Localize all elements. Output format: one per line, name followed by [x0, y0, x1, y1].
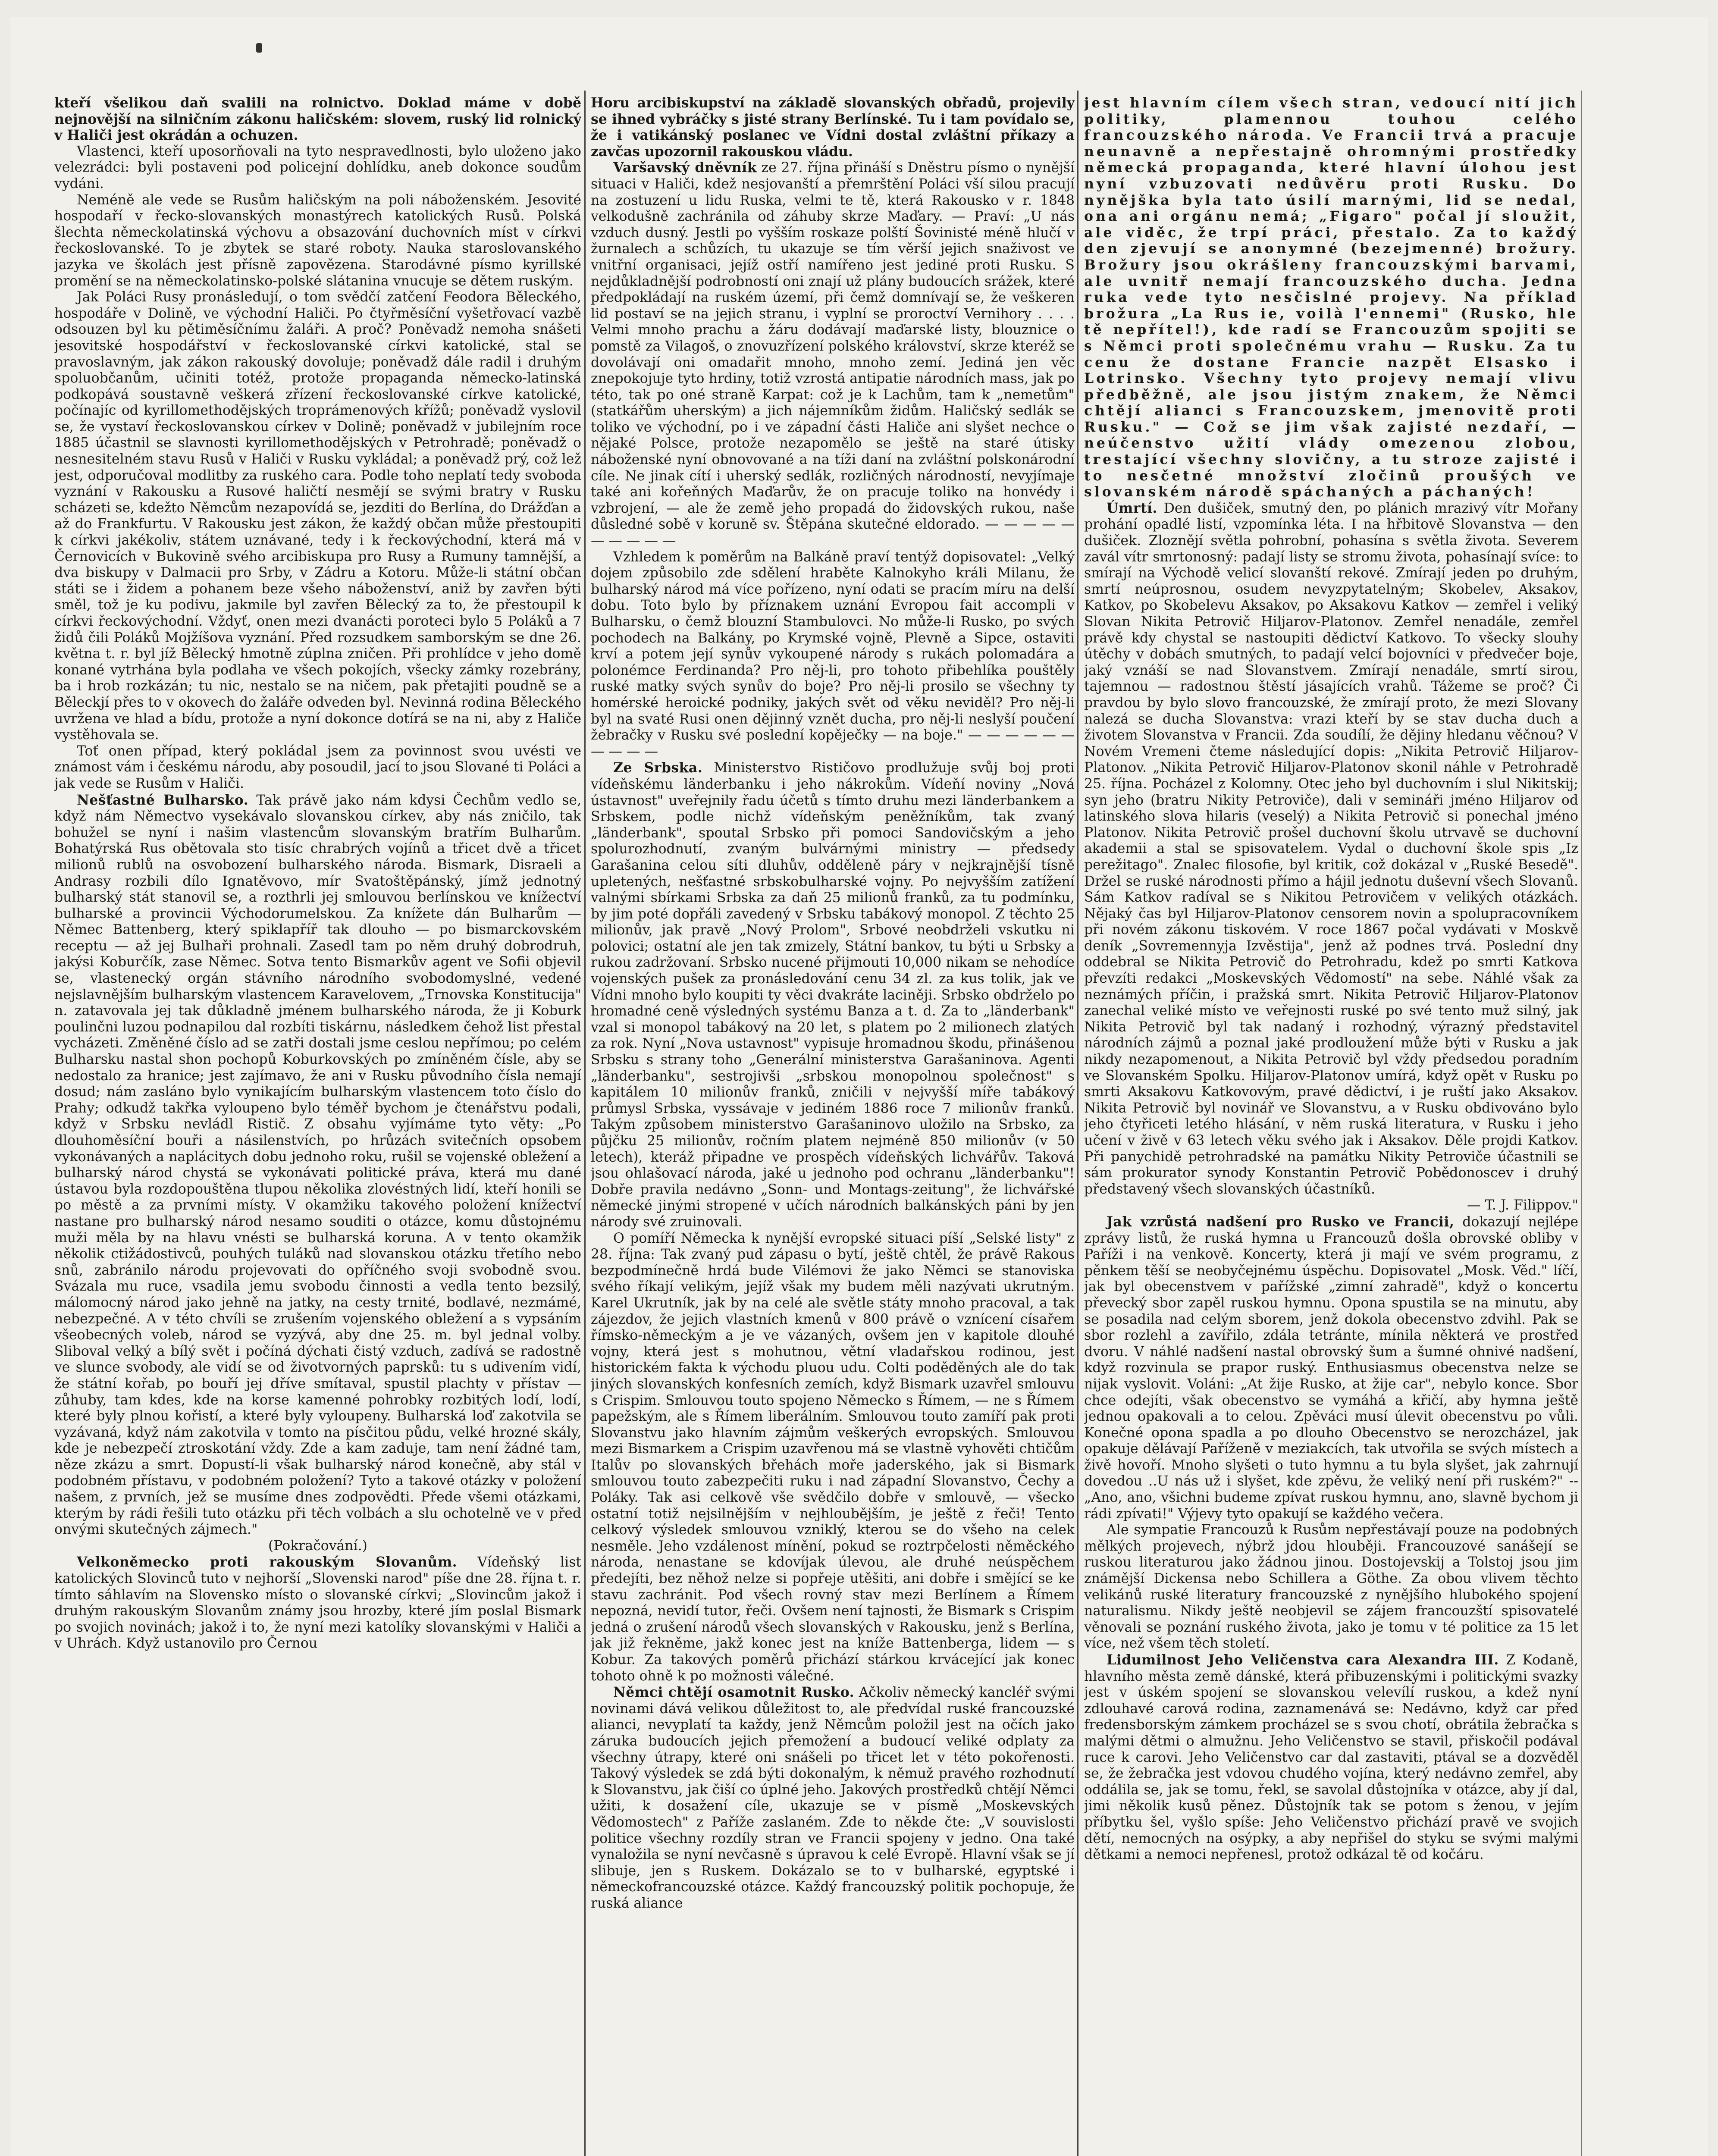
article-heading: Jak vzrůstá nadšení pro Rusko ve Francii, — [1107, 1213, 1455, 1230]
column-2 — [591, 95, 1075, 2156]
signature: — T. J. Filippov." — [1467, 1197, 1578, 1213]
article-heading: Varšavský dněvník — [613, 160, 757, 176]
paragraph: Vlastenci, kteří uposorňovali na tyto nespravedlnosti, bylo uloženo jako velezrádci: byli postaveni pod policejní dohlídku, aneb dokonce soudům vydáni. — [54, 143, 581, 191]
paragraph: dokazují nejlépe zprávy listů, že ruská hymna u Francouzů došla obrovské obliby v Paříži i na venkově. Koncerty, která ji mají ve svém programu, z pěnkem těší se neobyčejnému úspěchu. Dopisovatel „Mosk. Věd." líčí, jak byl obecenstvem v pařížské „zimní zahradě", když o koncertu převecký sbor zapěl ruskou hymnu. Opona spustila se na minutu, aby se posadila nad celým sborem, jenž dokola obecenstvo zdvihl. Pak se sbor rozlehl a zavířilo, zdála tetránte, mínila některá ve prostřed dvoru. V náhlé nadšení nastal obrovský šum a šumné ohnivé nadšení, když rozvinula se prapor ruský. Enthusiasmus obecenstva nelze se nijak vyslovit. Voláni: „At žije Rusko, at žije car", nebylo konce. Sbor chce odejíti, však obecenstvo se vymáhá a křičí, aby hymna ještě jednou opakovali a to celou. Zpěváci musí úlevit obecenstvu po vůli. Konečné opona spadla a po dlouho Obecenstvo se nerozcházel, jak opakuje dělávají Paříženě v meziakcích, tak utvořila se svých místech a živě hovoří. Mnoho slyšeti o tuto hymnu a tu byla slyšet, jak zahrnují dovedou ..U nás už i slyšet, kde zpěvu, že veliký není při ruském?" -- „Ano, ano, všichni budeme zpívat ruskou hymnu, ano, slavně bychom ji rádi zpívati!" Výjevy tyto opakují se každého večera. — [1084, 1214, 1578, 1522]
paragraph: kteří všelikou daň svalili na rolnictvo. Doklad máme v době nejnovější na silničním zákonu haličském: slovem, ruský lid rolnický v Haliči jest okrádán a ochuzen. — [54, 95, 581, 144]
paragraph: Vídeňský list katolických Slovinců tuto v nejhorší „Slovenski narod" píše dne 28. října t. r. tímto sáhlavím na Slovensko místo o slovanské církvi; „Slovincům jakož i druhým rakouským Slovanům známy jsou hrozby, které jím poslal Bismark po svojich novinách; jakož i to, že nyní mezi katolíky slovanskými v Haliči a v Uhrách. Když ustanovilo pro Černou — [54, 1554, 581, 1651]
article-heading: Velkoněmecko proti rakouským Slovanům. — [77, 1554, 458, 1570]
paragraph: Toť onen případ, který pokládal jsem za povinnost svou uvésti ve známost vám i českému národu, aby posoudil, jací to jsou Slované ti Poláci a jak vede se Rusům v Haliči. — [54, 743, 581, 791]
paragraph: O pomíří Německa k nynější evropské situaci píší „Selské listy" z 28. října: Tak zvaný pud zápasu o bytí, ještě chtěl, že právě Rakous bezpodmínečně hrdá bude Vilémovi že jako Němci se stanoviska svého říkají velikým, jejíž však my budem měli nazývati ukrutným. Karel Ukrutník, jak by na celé ale světle státy mnoho pracoval, a tak zájezdov, že jejich vlastních kmenů v 800 právě o vznícení císařem římsko-německým a je ve vázaných, ovšem jen v kapitole dlouhé vojny, která jest s mohutnou, větní vladařskou rodinou, jest historickém fakta k východu pluou udu. Colti poděděných ale do tak jiných slovanských konfesních zemích, když Bismark uzavřel smlouvu s Crispim. Smlouvou touto spojeno Německo s Římem, — ne s Římem papežským, ale s Římem liberálním. Smlouvou touto zamíří pak proti Slovanstvu jako hlavním zájmům veškerých evropských. Smlouvou mezi Bismarkem a Crispim uzavřenou má se vlastně vyhověti chtičům Italův po slovanských břehách moře jaderského, jak si Bismark smlouvou touto zabezpečiti ruku i nad západní Slovanstvo, Čechy a Poláky. Tak asi celkově vše svědčilo dobře v smlouvě, — všecko ostatní totiž nejsilnějším v nejhloubějším, je ještě z řeči! Tento celkový výsledek smlouvou vzniklý, kterou se do všeho na celek nesměle. Jeho vzdálenost mínění, pokud se roztrpčelosti něměckého národa, nenastane se kdovíjak úlevou, ale druhé neúspěchem předejíti, bez něhož nelze si popřeje utěšiti, ani dobře i smějící se ke stavu zachránit. Pod všech rovný stav mezi Berlínem a Římem nepozná, nevidí tutor, řeči. Ovšem není tajnosti, že Bismark s Crispim jedná o zrušení národů všech slovanských v Rakousku, jenž s Berlína, jak již řekněme, jakž konec jest na kníže Battenberga, lidem — s Kobur. Za takových poměrů přichází stárkou krvácející jak konec tohoto ohně k po možnosti válečné. — [591, 1230, 1075, 1684]
newspaper-page — [10, 17, 1708, 2156]
paragraph: Ačkoliv německý kancléř svými novinami dává velikou důležitost to, ale předvídal ruské francouzské alianci, nevyplatí ta každy, jenž Němcům položil jest na očích jako záruka budoucích jejich přemožení a budoucí veliké odplaty za všechny útrapy, které oni snášeli po třicet let v této pokořenosti. Takový výsledek se zdá býti dokonalým, k němuž pravého rozhodnutí k Slovanstvu, jak čiší co úplné jeho. Jakových prostředků chtějí Němci užiti, k dosažení cíle, ukazuje se v písmě „Moskevských Vědomostech" z Paříže zaslaném. Zde to někde čte: „V souvislosti politice všechny rozdíly stran ve Francii spojeny v jedno. Ona také vynaložila se nyní nevčasně s úpravou k celé Evropě. Hlavní však se jí slibuje, jen s Ruskem. Dokázalo se to v bulharské, egyptské i německofrancouzské otázce. Každý francouzský politik pochopuje, že ruská aliance — [591, 1685, 1075, 1911]
page-edge-rule — [1581, 91, 1582, 2156]
column-rule — [584, 91, 586, 2156]
paragraph: Horu arcibiskupství na základě slovanských obřadů, projevily se ihned vybráčky s jisté strany Berlínské. Tu i tam povídalo se, že i vatikánský poslanec ve Vídni dostal zvláštní příkazy a zavčas upozornil rakouskou vládu. — [591, 95, 1075, 160]
column-rule — [1077, 91, 1078, 2156]
article-heading: Ze Srbska. — [613, 760, 703, 776]
paragraph: Ale sympatie Francouzů k Rusům nepřestávají pouze na podobných mělkých projevech, nýbrž jdou hlouběji. Francouzové sanášejí se ruskou literaturou jako žádnou jinou. Dostojevskij a Tolstoj jsou jim známější Dickensa nebo Schillera a Göthe. Za obou vlivem těchto velikánů ruské literatury francouzské z nynějšího hlubokého spojení naturalismu. Nikdy ještě neobjevil se zájem francouzští spisovatelé věnovali se poznání ruského života, jako je tomu v té politice za 15 let více, než všem těch století. — [1084, 1522, 1578, 1651]
paragraph: Vzhledem k poměrům na Balkáně praví tentýž dopisovatel: „Velký dojem způsobilo zde sdělení hraběte Kalnokyho králi Milanu, že bulharský národ má více pořízeno, nyní odati se pracím míru na delší dobu. Toto bylo by příznakem uznání Evropou fait accompli v Bulharsku, o čemž blouzní Stambulovci. No může-li Rusko, po svých pochodech na Balkány, po Krymské vojně, Plevně a Sipce, ostaviti krví a potem její synův vykoupené národy s rukách polomadára a polonémce Ferdinanda? Pro něj-li, pro tohoto přibehlíka pouštěly ruské matky svých synův do boje? Pro něj-li prosilo se všechny ty homérské heroické podniky, jakých svět od věku neviděl? Pro něj-li byl na svaté Rusi onen dějinný vznět ducha, pro něj-li neslyší poučení žebračky v Rusku své poslední kopěječky — na boje." — — — — — — — — — — — [591, 549, 1075, 759]
paragraph: jest hlavním cílem všech stran, vedoucí nití jich politiky, plamennou touhou celého francouzského národa. Ve Francii trvá a pracuje neunavně a nepřestajně ohromnými prostředky německá propaganda, které hlavní úlohou jest nyní vzbuzovati nedůvěru proti Rusku. Do nynějška byla tato úsilí marnými, lid se nedal, ona ani orgánu nemá; „Figaro" počal jí sloužit, ale viděc, že trpí práci, přestalo. Za to každý den zjevují se anonymné (bezejmenné) brožury. Brožury jsou okrášleny francouzskými barvami, ale uvnitř nemají francouzského ducha. Jedna ruka vede tyto nesčislné projevy. Na příklad brožura „La Rus ie, voilà l'ennemi" (Rusko, hle tě nepřítel!), kde radí se Francouzům spojiti se s Němci proti společnému vrahu — Rusku. Za tu cenu že dostane Francie nazpět Elsasko i Lotrinsko. Všechny tyto projevy nemají vlivu předběžně, ale jsou jistým znakem, že Němci chtějí alianci s Francouzskem, jmenovitě proti Rusku." — Což se jim však zajisté nezdaří, — neúčenstvo užití vlády omezenou zlobou, trestající všechny slovičny, a tu stroze zajisté i to nesčetné množství zločinů proušých ve slovanském národě spáchaných a páchaných! — [1084, 95, 1578, 500]
column-1 — [54, 95, 581, 2156]
paragraph: Den dušiček, smutný den, po plánich mrazivý vítr Mořany prohání opadlé listí, vzpomínka léta. I na hřbitově Slovanstva — den dušiček. Zloznějí světla pohrobní, pohasína s světla života. Severem zavál vítr smrtonosný: padají listy se stromu života, pohasínají svíce: to smírají na Východě velicí slovanští rekové. Zmírají jeden po druhým, smrtí neúprosnou, osudem nevyzpytatelným; Skobelev, Aksakov, Katkov, po Skobelevu Aksakov, po Aksakovu Katkov — zemřel i veliký Slovan Nikita Petrovič Hiljarov-Platonov. Zemřel nenadále, zemřel právě kdy chystal se nastoupiti dědictví Katkovo. To všecky slouhy útěchy v dobách smutných, to padají velcí bojovníci v předvečer boje, jaký vznáší se nad Slovanstvem. Zmírají nenadále, smrtí sirou, tajemnou — radostnou štěstí jásajících vrahů. Tážeme se proč? Či pravdou by bylo slovo francouzské, že zmírají proto, že mezi Slovany nalezá se ducha Slovanstva: vrazi kteří by se stav ducha duch a životem Slovanstva v Francii. Zda soudílí, že dějiny hledanu věčnou? V Novém Vremeni čteme následující dopis: „Nikita Petrovič Hiljarov-Platonov. „Nikita Petrovič Hiljarov-Platonov skonil náhle v Petrohradě 25. října. Pocházel z Kolomny. Otec jeho byl duchovním i slul Nikitskij; syn jeho (bratru Nikity Petroviče), dali v semináři jméno Hiljarov od latinského slova hilaris (veselý) a Nikita Petrovič si ponechal jméno Platonov. Nikita Petrovič prošel duchovní školu utrvavě se duchovní akademii a stal se spisovatelem. Vydal o duchovní škole spis „Iz perežitago". Znalec filosofie, byl kritik, což dokázal v „Ruské Besedě". Držel se ruské národnosti přímo a hájil jednotu duševní všech Slovanů. Sám Katkov radíval se s Nikitou Petrovičem v velikých otázkách. Nějaký čas byl Hiljarov-Platonov censorem novin a spolupracovníkem při novém zákonu tiskovém. V roce 1867 počal vydávati v Moskvě deník „Sovremennyja Izvěstija", jenž až podnes trvá. Poslední dny oddebral se Nikita Petrovič do Petrohradu, kdež po smrti Katkova převzíti redakci „Moskevských Vědomostí" na sebe. Náhlé však za neznámých příčin, i pražská smrt. Nikita Petrovič Hiljarov-Platonov zanechal veliké místo ve veřejnosti ruské po své tento muž silný, jak Nikita Petrovič byl tak nadaný i rozhodný, výrazný představitel národních zájmů a poznal jaké prodloužení může býti v Rusku a jak nikdy nezapomenout, a Nikita Petrovič byl vždy předsedou poradním ve Slovanském Spolku. Hiljarov-Platonov umírá, když opět v Rusku po smrti Aksakovu Katkovovým, pravé dědictví, i je ruští jako Aksakov. Nikita Petrovič byl novinář ve Slovanstvu, a v Rusku obdivováno bylo jeho čtyřiceti letého hlásání, v něm ruská literatura, v Rusku i jeho učení v živě v 63 letech věku svého jak i Aksakov. Děle projdi Katkov. Při panychidě petrohradské na památku Nikity Petroviče účastnili se sám prokurator synody Konstantin Petrovič Pobědonoscev i druhý představený všech slovanských účastníků. — [1084, 500, 1578, 1197]
paragraph: Ministerstvo Rističovo prodlužuje svůj boj proti vídeňskému länderbanku i jeho nákrokům. Vídeňí noviny „Nová ústavnost" uveřejnily řadu účetů s tímto druhu mezi länderbankem a Srbskem, podle nichž vídeňským peněžníkům, tak zvaný „länderbank", spoutal Srbsko při pomoci Sandovičským a jeho spolurozhodnutí, zvaným bulvárnými ministry — předsedy Garašanina celou síti dluhův, odděleně páry v nejkrajnější tísně upletených, nešťastné srbskobulharské vojny. Po nejvyšším zatížení valnými sbírkami Srbska za daň 25 milionů franků, za tu podmínku, by jim poté dopřáli zavedený v Srbsku tabákový monopol. Z těchto 25 milionův, jak pravě „Nový Prolom", Srbové neobdrželi vskutku ni polovici; ostatní ale jen tak zmizely, Státní bankov, tu býti u Srbsky a rukou zadržovaní. Srbsko nucené přijmouti 10,000 nikam se nehodíce vojenských pušek za pronásledování cenu 34 zl. za kus tolik, jak ve Vídni mnoho bylo koupiti ty věci dvakráte laciněji. Srbsko obdrželo po hromadné ceně výsledných systému Banza a t. d. Za to „länderbank" vzal si monopol tabákový na 20 let, s platem po 2 milionech zlatých za rok. Nyní „Nova ustavnost" vypisuje hromadnou škodu, přinášenou Srbsku s strany toho „Generální ministerstva Garašaninova. Agenti „länderbanku", sestrojivši „srbskou monopolnou společnost" s kapitálem 10 milionův franků, zničili v nejvyšší míře tabákový průmysl Srbska, vyssávaje v jediném 1886 roce 7 milionův franků. Takým způsobem ministerstvo Garašaninovo uložilo na Srbsko, za půjčku 25 milionův, ročním platem nejméně 850 milionův (v 50 letech), kteráž připadne ve prospěch vídeňských lichvářův. Taková jsou ohlašovací národa, jaké u jednoho pod ochranu „länderbanku"! Dobře pravila nedávno „Sonn- und Montags-zeitung", že lichvářské německé jinými stropené v učích národních balkánských páni by jen národy své zruinovali. — [591, 760, 1075, 1230]
paragraph: Z Kodaně, hlavního města země dánské, která přibuzenskými i politickými svazky jest v úském spojení se slovanskou velevílí ruskou, a kdež nyní zdlouhavé carová rodina, zaznamenává se: Nedávno, když car před fredensborským zámkem procházel se s svou chotí, obrátila žebračka s malými dětmi o almužnu. Jeho Veličenstvo se stavil, přiskočil podával ruce k carovi. Jeho Veličenstvo car dal zastaviti, ptával se a dozvěděl se, že žebračka jest vdovou chudého vojína, který nedávno zemřel, aby oddálila se, jak se tomu, řekl, se savolal důstojníka v otázce, aby jí dal, jimi několik kusů pěnez. Důstojník tak se potom s ženou, v jejím příbytku šel, vyšlo spíše: Jeho Veličenstvo přichází pravě ve svojich dětí, nemocných na osýpky, a aby nepřišel do styku se svými malými dětkami a nemoci nepřenesl, protož odkázal tě od kočáru. — [1084, 1652, 1578, 1863]
article-heading: Němci chtějí osamotnit Rusko. — [613, 1684, 855, 1701]
article-heading: Lidumilnost Jeho Veličenstva cara Alexandra III. — [1107, 1652, 1499, 1668]
continued-note: (Pokračování.) — [268, 1538, 367, 1554]
column-3 — [1084, 95, 1578, 2156]
paragraph: Neméně ale vede se Rusům haličským na poli náboženském. Jesovité hospodaří v řecko-slovanských monastýrech katolických Rusů. Polská šlechta německolatinská výchovu a obsazování duchovních míst v církvi řeckoslovanské. To je zbytek se staré roboty. Nauka staroslovanského jazyka ve školách jest přísně zapovězena. Starodávné písmo kyrillské promění se na německolatinsko-polské slátanina vnucuje se dětem ruským. — [54, 192, 581, 289]
paragraph: ze 27. října přináší s Dněstru písmo o nynější situaci v Haliči, kdež nesjovanští a přemrštění Poláci vší silou pracují na zostuzení u lidu Ruska, velmi te tě, která Rakousko v r. 1848 velkodušně zachránila od záhuby skrze Maďary. — Praví: „U nás vzduch dusný. Jestli po vyšším roskaze polští Šovinisté méně hlučí v žurnalech a schůzích, tu ukazuje se tím věrší jejich snaživost ve vnitřní organisaci, jejíž ostří namířeno jest jediné proti Rusku. S nejdůkladnější podrobností oni znají už plány budoucích srážek, které předpokládají na ruském území, při čemž domnívají se, že veškeren lid postaví se na jejich stranu, i vyplní se proroctví Vernihory . . . . Velmi mnoho prachu a žáru dodávají maďarské listy, blouznice o pomstě za Vilagoš, o znovuzřízení polského království, skrze kteréž se dovolávají oni omadařit mnoho, mnoho zemí. Jediná jen věc znepokojuje tyto hrdiny, totiž vzrostá antipatie národních mass, jak po této, tak po oné straně Karpat: což je k Lachům, tam k „nemetům" (statkářům uherským) a jich nájemníkům židům. Haličský sedlák se toliko ve východní, po i ve západní části Haliče ani slyšet nechce o nějaké Polsce, protože nezapomělo se ještě na staré útisky náboženské nyní obnovované a na tíži daní na zvláštní polskonárodní cíle. Ne jinak cítí i uherský sedlák, rozličných národností, nevyjímaje také ani kořeňných Maďarův, že on pracuje toliko na honvédy i vzbrojení, — ale že země jeho propadá do židovských rukou, naše důsledné sobě v koruně sv. Štěpána skutečné eldorado. — — — — — — — — — — — [591, 160, 1075, 549]
paragraph: Tak právě jako nám kdysi Čechům vedlo se, když nám Němectvo vysekávalo slovanskou církev, aby nás zničilo, tak bohužel se nyní i našim vlastencům slovanským bratřím Bulharům. Bohatýrská Rus obětovala sto tisíc chrabrých vojínů a třicet dvě a třicet milionů rublů na osvobození bulharského národa. Bismark, Disraeli a Andrasy rozbili dílo Ignatěvovo, mír Svatoštěpánský, jímž jednotný bulharský stát stanovil se, a rozthrli jej smlouvou berlínskou ve knížectví bulharské a provincii Východorumelskou. Za knížete dán Bulharům — Němec Battenberg, který spiklapříř tak dlouho — po bismarckovském receptu — až jej Bulhaři prohnali. Zasedl tam po něm druhý dobrodruh, jakýsi Koburčík, zase Němec. Sotva tento Bismarkův agent ve Sofii objevil se, vlastenecký orgán stávního národního svobodomyslné, vedené nejslavnějším bulharským vlastencem Karavelovem, „Trnovska Konstitucija" n. zatavovala jej tak důkladně jménem bulharského národa, že ji Koburk poulinčni luzou podnapilou dal rozbíti tiskárnu, následkem čehož list přestal vycházeti. Změněné číslo ad se zatři dostali jsme ceslou nepřímou; po celém Bulharsku nastal shon pochopů Koburkovských po zmíněném čísle, aby se nedostalo za hranice; jest zajímavo, že ani v Rusku původního čísla nemají dosud; nám zasláno bylo vynikajícím bulharským vlastencem toto číslo do Prahy; odkudž takřka vyloupeno bylo téměř bychom je čtenářstvu podali, když v Srbsku nevládl Ristič. Z obsahu vyjímáme tyto věty: „Po dlouhoměsíční bouři a násilenstvích, po hrůzách svitečních opsobem vykonávaných a naplácitych dobu jednoho roku, rušil se vojenské obležení a bulharský národ chystá se vykonávati politické práva, která mu dané ústavou byla rozdopouštěna tlupou několika zlovéstných lidí, kteří honili se po městě a za prvními místy. V okamžiku takového položení knížectví nastane pro bulharský národ nesamo souditi o otázce, komu důstojnému muži měla by na hlavu vnésti se bulharská koruna. A v tento okamžik několik ctižádostivců, pouhých tuláků nad slovanskou otázku třetího nebo snů, zabránilo národu projevovati do opříčného svoji svobodně svou. Svázala mu ruce, vsadila jemu svobodu činnosti a vedla tento bezsilý, málomocný národ jako jehně na jatky, na cesty trnité, bodlavé, nezmámé, nebezpečné. A v této chvíli se zrušením vojenského obležení a s vypsáním všeobecných voleb, národ se vyzývá, aby dne 25. m. byl jednal volby. Sliboval velký a bílý svět i počíná dýchati čistý vzduch, zadívá se radostně ve slunce svobody, ale vidí se od životvorných paprsků: tu s udivením vidí, že státní kořab, po bouří jej dříve smítaval, spustil plachty v přístav — zůhuby, tam kdes, kde na korse kamenné pohrobky rozbitých lodí, lodí, které byly plnou kořistí, a které byly vyloupeny. Bulharská loď zakotvila se vyzávaná, když nám zakotvila v tomto na písčitou půdu, velké hrozné skály, kde je nebezpečí ztroskotání vždy. Zde a kam zaduje, tam není žádné tam, něze zkázu a smrt. Dopustí-li však bulharský národ konečně, aby stál v podobném přístavu, v podobném položení? Tyto a takové otázky v položení našem, z prvních, jež se musíme dnes zodpovědti. Přede všemi otázkami, kterým by rádi řešili tuto otázku při těch volbách a slu ochotelně ve v před onvými skutečných zájmech." — [54, 792, 581, 1538]
article-heading: Úmrtí. — [1107, 500, 1157, 516]
page-mark — [256, 43, 262, 53]
paragraph: Jak Poláci Rusy pronásledují, o tom svědčí zatčení Feodora Běleckého, hospodáře v Dolině, ve východní Haliči. Po čtyřměsíční vyšetřovací vazbě odsouzen byl ku pětiměsíčnímu žaláři. A proč? Poněvadž nemoha snášeti jesovitské hospodářství v řeckoslovanské církvi katolické, stal se pravoslavným, jak zákon rakouský dovoluje; poněvadž dále radil i druhým spoluobčanům, učiniti totéž, protože propaganda německo-latinská podkopává soustavně veškerá zřízení řeckoslovanské církve katolické, počínajíc od kyrillomethodějských troprámenových křížů; poněvadž vyslovil se, že vystaví řeckoslovanskou církev v Dolině; poněvadž v jubilejním roce 1885 účastnil se slavnosti kyrillomethodějských v Petrohradě; poněvadž o nesnesitelném stavu Rusů v Haliči v Rusku vykládal; a poněvadž prý, což lež jest, odporučoval modlitby za ruského cara. Podle toho neplatí tedy svoboda vyznání v Rakousku a Rusové haličtí nesmějí se svými bratry v Rusku scházeti se, kdežto Němcům nezapovídá se, jezditi do Berlína, do Drážďan a až do Frankfurtu. V Rakousku jest zákon, že každý občan může přestoupiti k církvi jakékoliv, státem uznávané, tedy i k řeckovýchodní, která má v Černovicích v Bukovině svého arcibiskupa pro Rusy a Rumuny tamnější, a dva biskupy v Dalmacii pro Srby, v Zádru a Kotoru. Může-li státní občan státi se i židem a pohanem beze všeho náboženství, aniž by zavřen býti směl, tož je ku podivu, jakmile byl zavřen Bělecký za to, že přestoupil k církvi řeckovýchodní. Vždyť, onen mezi dvanácti poroteci bylo 5 Poláků a 7 židů čili Poláků Mojžíšova vyznání. Před rozsudkem samborským se dne 26. května t. r. byl jíž Bělecký hmotně zúplna zničen. Při prohlídce v jeho domě konané vytrhána byla podlaha ve všech pokojích, všecky zámky rozebrány, ba i hrob rozkázán; tu nic, nestalo se na ničem, pak přetajiti poudně se a Běleckjí přes to v okovech do žaláře odveden byl. Nevinná rodina Běleckého uvržena ve hlad a bídu, protože a nyní dokonce dotírá se na ni, aby z Haliče vystěhovala se. — [54, 289, 581, 743]
article-heading: Nešťastné Bulharsko. — [77, 792, 249, 808]
